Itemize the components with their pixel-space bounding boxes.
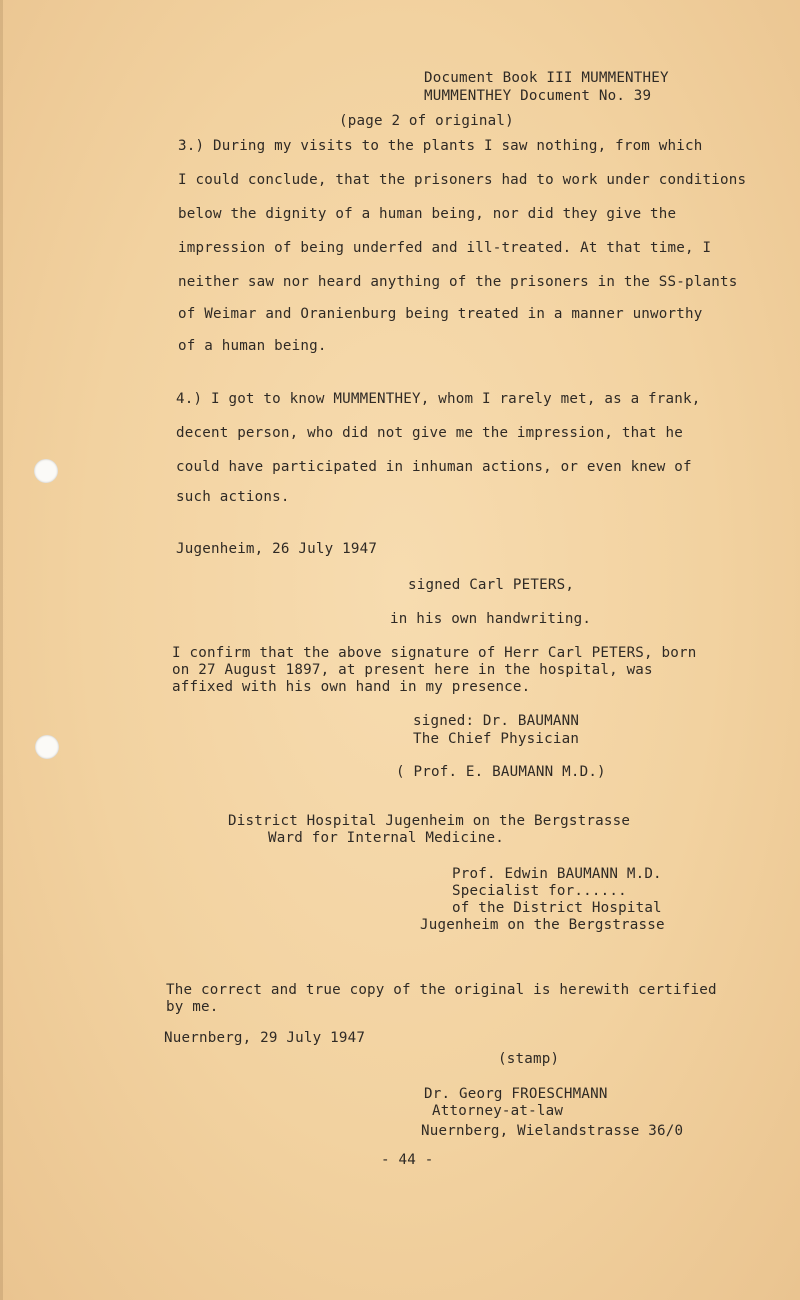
para3-line: neither saw nor heard anything of the prisoners in the SS-plants: [178, 274, 738, 290]
stamp-line: Specialist for......: [452, 883, 627, 899]
baumann-title: The Chief Physician: [413, 731, 580, 747]
baumann-signed: signed: Dr. BAUMANN: [413, 713, 580, 729]
page-edge: [0, 0, 3, 1300]
para4-line: could have participated in inhuman actions, or even knew of: [176, 459, 692, 475]
para3-line: impression of being underfed and ill-treated. At that time, I: [178, 240, 712, 256]
baumann-name: ( Prof. E. BAUMANN M.D.): [396, 764, 606, 780]
attorney-title: Attorney-at-law: [432, 1103, 564, 1119]
hospital-line: District Hospital Jugenheim on the Bergstrasse: [228, 813, 631, 829]
attorney-address: Nuernberg, Wielandstrasse 36/0: [421, 1123, 684, 1139]
nuernberg-date: Nuernberg, 29 July 1947: [164, 1030, 366, 1046]
para3-line: of Weimar and Oranienburg being treated in a manner unworthy: [178, 306, 703, 322]
punch-hole-bottom: [35, 735, 59, 759]
stamp-label: (stamp): [498, 1051, 560, 1067]
stamp-line: Jugenheim on the Bergstrasse: [420, 917, 665, 933]
para3-line: below the dignity of a human being, nor did they give the: [178, 206, 677, 222]
para4-line: 4.) I got to know MUMMENTHEY, whom I rarely met, as a frank,: [176, 391, 701, 407]
handwriting-note: in his own handwriting.: [390, 611, 592, 627]
para4-line: decent person, who did not give me the impression, that he: [176, 425, 684, 441]
attorney-name: Dr. Georg FROESCHMANN: [424, 1086, 608, 1102]
stamp-line: Prof. Edwin BAUMANN M.D.: [452, 866, 662, 882]
para3-line: I could conclude, that the prisoners had to work under conditions: [178, 172, 747, 188]
punch-hole-top: [34, 459, 58, 483]
page-note: (page 2 of original): [339, 113, 514, 129]
para3-line: 3.) During my visits to the plants I saw nothing, from which: [178, 138, 703, 154]
certify-line: The correct and true copy of the original is herewith certified: [166, 982, 717, 998]
place-date: Jugenheim, 26 July 1947: [176, 541, 378, 557]
stamp-line: of the District Hospital: [452, 900, 662, 916]
hospital-ward: Ward for Internal Medicine.: [268, 830, 505, 846]
confirm-line: affixed with his own hand in my presence.: [172, 679, 531, 695]
confirm-line: on 27 August 1897, at present here in the hospital, was: [172, 662, 653, 678]
certify-line: by me.: [166, 999, 219, 1015]
para3-line: of a human being.: [178, 338, 327, 354]
confirm-line: I confirm that the above signature of Herr Carl PETERS, born: [172, 645, 697, 661]
page-number: - 44 -: [381, 1152, 434, 1168]
doc-book-line: Document Book III MUMMENTHEY: [424, 70, 669, 86]
para4-line: such actions.: [176, 489, 290, 505]
doc-number-line: MUMMENTHEY Document No. 39: [424, 88, 652, 104]
signed-peters: signed Carl PETERS,: [408, 577, 575, 593]
